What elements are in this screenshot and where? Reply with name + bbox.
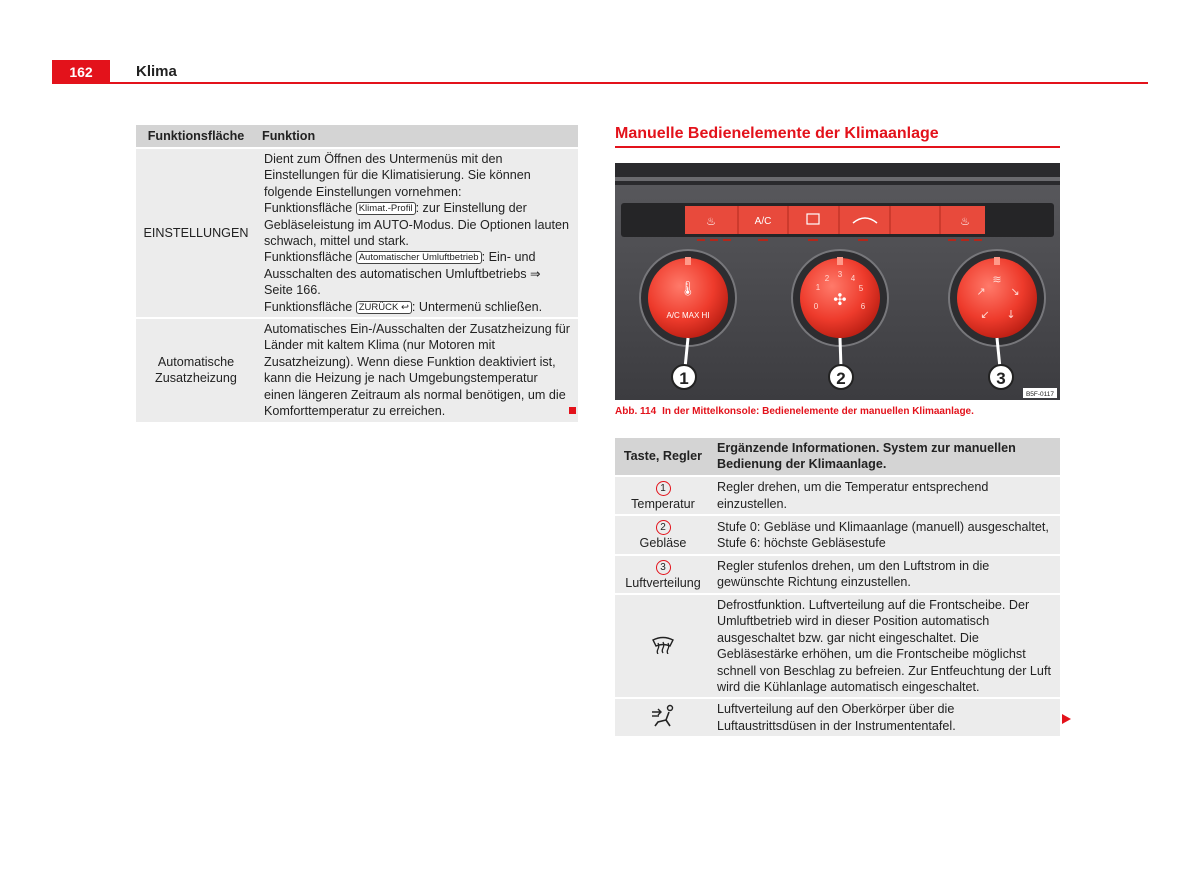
prefix-text: Funktionsfläche bbox=[264, 299, 353, 314]
fan-step: 1 bbox=[815, 283, 821, 292]
table-row bbox=[136, 149, 578, 317]
section-title: Manuelle Bedienelemente der Klimaanlage bbox=[615, 125, 939, 142]
klimat-profil-button: Klimat.-Profil bbox=[356, 202, 416, 215]
figure-code: B5F-0117 bbox=[1025, 391, 1055, 398]
prefix-text: Funktionsfläche bbox=[264, 250, 353, 265]
control-cell bbox=[615, 699, 711, 736]
fan-step: 4 bbox=[850, 274, 856, 283]
klimat-text: : zur Einstellung der Gebläseleistung im AUTO-Modus. Die Optionen lauten schwach, mittel und stark. bbox=[264, 201, 569, 249]
umluft-button: Automatischer Umluftbetrieb bbox=[356, 251, 482, 264]
climate-panel-photo bbox=[615, 163, 1060, 400]
svg-text:↙: ↙ bbox=[980, 308, 990, 321]
caption-label: Abb. 114 bbox=[615, 406, 657, 417]
page-number: 162 bbox=[52, 60, 110, 84]
ac-label: A/C bbox=[754, 216, 772, 227]
control-description: Regler drehen, um die Temperatur entsprechend einzustellen. bbox=[711, 477, 1060, 514]
fan-step: 3 bbox=[837, 270, 843, 279]
svg-text:↘: ↘ bbox=[1010, 285, 1020, 298]
table-row bbox=[136, 319, 578, 421]
umluft-text: : Ein- und Ausschalten des automatischen Umluftbetriebs ⇒ Seite 166. bbox=[264, 250, 541, 298]
table-row bbox=[615, 556, 1060, 593]
row-label-zusatzheizung: Automatische Zusatzheizung bbox=[136, 319, 256, 421]
control-description: Stufe 0: Gebläse und Klimaanlage (manuell) ausgeschaltet, Stufe 6: höchste Gebläsestufe bbox=[711, 516, 1060, 553]
table-header-row bbox=[615, 438, 1060, 475]
control-label: Temperatur bbox=[631, 496, 695, 511]
controls-table bbox=[615, 436, 1060, 738]
control-description: Defrostfunktion. Luftverteilung auf die Frontscheibe. Der Umluftbetrieb wird in dieser Position automatisch ausgeschaltet bzw. gar nicht eingeschaltet. Die Gebläsestärke erhöhen, um die Frontscheibe möglichst schnell von Beschlag zu befreien. Zur Entfeuchtung der Luft wird die Kühlanlage automatisch eingeschaltet. bbox=[711, 595, 1060, 697]
table-row bbox=[615, 699, 1060, 736]
number-marker: 1 bbox=[656, 481, 671, 496]
table-row bbox=[615, 477, 1060, 514]
climate-control-figure bbox=[615, 163, 1060, 400]
fan-step: 0 bbox=[813, 302, 819, 311]
number-marker: 3 bbox=[656, 560, 671, 575]
seat-heat-left-icon: ♨ bbox=[706, 216, 716, 228]
callout-3: 3 bbox=[996, 369, 1006, 388]
callout-2: 2 bbox=[836, 369, 846, 388]
seat-heat-right-icon: ♨ bbox=[960, 216, 970, 228]
row-description: Automatisches Ein-/Ausschalten der Zusatzheizung für Länder mit kaltem Klima (nur Motoren mit Zusatzheizung). Wenn diese Funktion deaktiviert ist, kann die Heizung je nach Umgebungstemperatur einen längeren Zeitraum als normal benötigen, um die Komforttemperatur zu erreichen. bbox=[256, 319, 578, 421]
fan-step: 6 bbox=[860, 302, 866, 311]
number-marker: 2 bbox=[656, 520, 671, 535]
prefix-text: Funktionsfläche bbox=[264, 201, 353, 216]
control-cell bbox=[615, 595, 711, 697]
table-row bbox=[615, 516, 1060, 553]
air-distribution-knob bbox=[957, 258, 1037, 338]
column-header: Ergänzende Informationen. System zur manuellen Bedienung der Klimaanlage. bbox=[711, 438, 1060, 475]
settings-table bbox=[136, 123, 578, 424]
svg-text:↗: ↗ bbox=[976, 285, 986, 298]
table-header-row bbox=[136, 125, 578, 147]
zurueck-button: ZURÜCK ↩ bbox=[356, 301, 412, 314]
header-rule bbox=[110, 82, 1148, 84]
svg-text:🌡: 🌡 bbox=[679, 280, 697, 296]
control-cell bbox=[615, 516, 711, 553]
control-cell bbox=[615, 477, 711, 514]
temperature-knob bbox=[648, 258, 728, 338]
svg-text:A/C MAX HI: A/C MAX HI bbox=[666, 311, 710, 320]
chapter-title: Klima bbox=[136, 63, 177, 80]
zurueck-text: : Untermenü schließen. bbox=[411, 299, 543, 314]
svg-text:↓: ↓ bbox=[1006, 308, 1016, 321]
table-row bbox=[615, 595, 1060, 697]
fan-step: 5 bbox=[858, 284, 864, 293]
row-description bbox=[256, 149, 578, 317]
control-label: Luftverteilung bbox=[625, 575, 701, 590]
column-header: Taste, Regler bbox=[615, 438, 711, 475]
fan-icon: ✣ bbox=[833, 290, 847, 309]
control-description: Luftverteilung auf den Oberkörper über die Luftaustrittsdüsen in der Instrumententafel. bbox=[711, 699, 1060, 736]
svg-text:≋: ≋ bbox=[992, 273, 1002, 286]
section-end-marker bbox=[569, 407, 576, 414]
upper-body-airflow-icon bbox=[650, 704, 676, 728]
figure-caption bbox=[615, 406, 974, 417]
defrost-icon bbox=[650, 634, 676, 654]
control-label: Gebläse bbox=[639, 536, 687, 551]
section-rule bbox=[615, 146, 1060, 148]
continue-arrow-icon bbox=[1062, 714, 1071, 724]
intro-text: Dient zum Öffnen des Untermenüs mit den Einstellungen für die Klimatisierung. Sie können folgende Einstellungen vornehmen: bbox=[264, 152, 531, 199]
control-cell bbox=[615, 556, 711, 593]
callout-1: 1 bbox=[679, 369, 689, 388]
row-label-einstellungen: EINSTELLUNGEN bbox=[136, 149, 256, 317]
caption-text: In der Mittelkonsole: Bedienelemente der manuellen Klimaanlage. bbox=[662, 406, 974, 417]
column-header: Funktionsfläche bbox=[136, 125, 256, 147]
column-header: Funktion bbox=[256, 125, 578, 147]
control-description: Regler stufenlos drehen, um den Luftstrom in die gewünschte Richtung einzustellen. bbox=[711, 556, 1060, 593]
fan-step: 2 bbox=[824, 274, 830, 283]
